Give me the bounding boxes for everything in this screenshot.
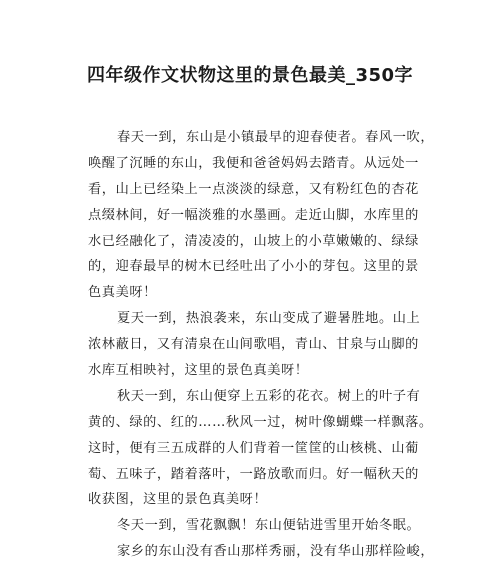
document-body bbox=[88, 125, 435, 565]
paragraph-line: 夏天一到，热浪袭来，东山变成了避暑胜地。山上 bbox=[117, 311, 421, 327]
paragraph-line: 浓林蔽日，又有清泉在山间歌唱，青山、甘泉与山脚的 bbox=[88, 337, 419, 353]
paragraph-line: 点缀林间，好一幅淡雅的水墨画。走近山脚，水库里的 bbox=[88, 207, 419, 223]
paragraph-line: 家乡的东山没有香山那样秀丽，没有华山那样险峻， bbox=[117, 544, 435, 560]
paragraph-line: 色真美呀！ bbox=[88, 285, 157, 301]
paragraph-line: 萄、五味子，踏着落叶，一路放歌而归。好一幅秋天的 bbox=[88, 466, 419, 482]
paragraph-line: 冬天一到，雪花飘飘！东山便钻进雪里开始冬眠。 bbox=[117, 518, 421, 534]
document-title: 四年级作文状物这里的景色最美_350字 bbox=[86, 65, 414, 86]
paragraph-line: 春天一到，东山是小镇最早的迎春使者。春风一吹， bbox=[117, 130, 435, 145]
paragraph-line: 收获图，这里的景色真美呀！ bbox=[88, 492, 268, 508]
paragraph-line: 看，山上已经染上一点淡淡的绿意，又有粉红色的杏花 bbox=[88, 181, 419, 197]
paragraph-line: 的，迎春最早的树木已经吐出了小小的芽包。这里的景 bbox=[88, 259, 419, 275]
paragraph-line: 唤醒了沉睡的东山，我便和爸爸妈妈去踏青。从远处一 bbox=[88, 155, 419, 171]
paragraph-line: 这时，便有三五成群的人们背着一筐筐的山核桃、山葡 bbox=[88, 440, 419, 456]
paragraph-line: 水库互相映衬，这里的景色真美呀！ bbox=[88, 363, 309, 379]
paragraph-line: 秋天一到，东山便穿上五彩的花衣。树上的叶子有 bbox=[117, 388, 421, 404]
paragraph-line: 黄的、绿的、红的……秋风一过，树叶像蝴蝶一样飘落。 bbox=[88, 414, 433, 430]
paragraph-line: 水已经融化了，清凌凌的，山坡上的小草嫩嫩的、绿绿 bbox=[88, 233, 419, 249]
